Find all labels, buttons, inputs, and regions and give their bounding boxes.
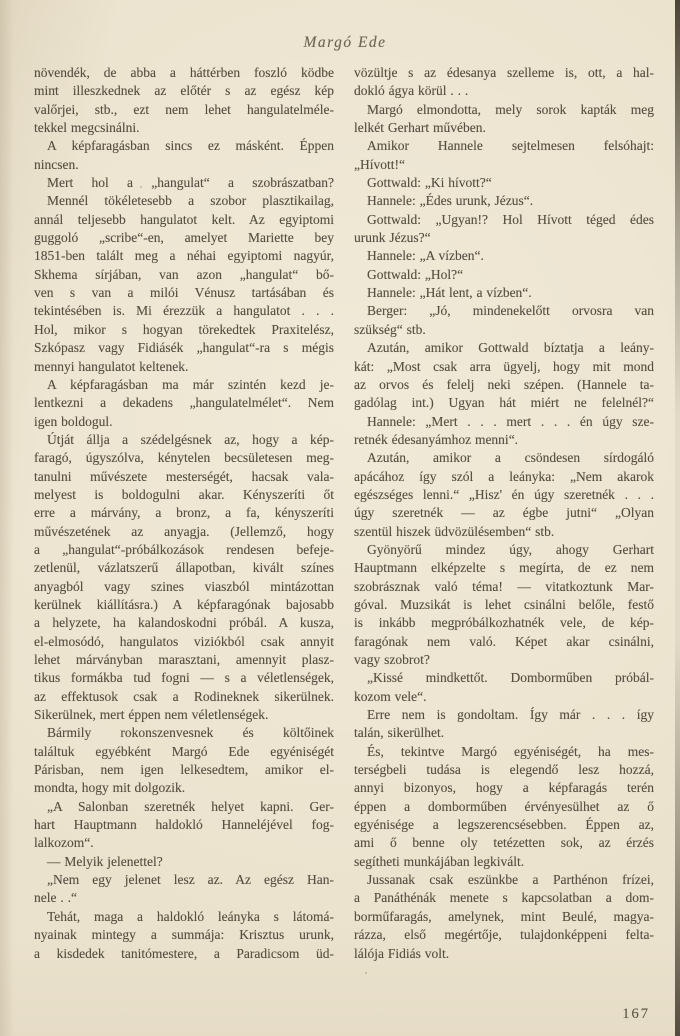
text-line: Gottwald: „Hol?“ <box>367 266 464 282</box>
text-line: talán, sikerülhet. <box>354 725 445 741</box>
text-line: a helyzete, ha kalandoskodni próbál. A kusza, <box>34 615 334 631</box>
text-line: Erre nem is gondoltam. Így már . . . így <box>367 707 654 723</box>
text-line: is inkább megpróbálkozhatnék vele, de kép- <box>354 615 654 631</box>
text-line: egyénisége a legszerencsésebben. Éppen az, <box>354 817 654 833</box>
text-line: urunk Jézus?“ <box>354 230 431 246</box>
text-line: tanulni művészete mesterségét, hacsak vala- <box>34 468 334 484</box>
text-line: És, tekintve Margó egyéniségét, ha mes- <box>367 743 654 759</box>
scan-speck <box>365 972 367 974</box>
text-line: apácához így szól a leányka: „Nem akarok <box>354 468 654 484</box>
text-line: lehet márványban marasztani, amennyit plasz- <box>34 652 334 667</box>
text-line: Jussanak csak eszünkbe a Parthénon frízei, <box>367 872 654 888</box>
text-line: Hannele: „Édes urunk, Jézus“. <box>367 193 534 209</box>
text-line: szükség“ stb. <box>354 321 426 337</box>
text-line: az orvos és felelj neki szépen. (Hannele ta- <box>354 376 654 392</box>
text-line: ven s van a milói Vénusz tartásában és <box>34 285 334 301</box>
text-line: góval. Muzsikát is lehet csinálni belőle, festő <box>354 596 654 612</box>
text-line: A képfaragásban ma már szintén kezd je- <box>47 376 334 392</box>
text-line: nele . .“ <box>34 890 77 906</box>
page-right-edge-shadow <box>675 0 680 1036</box>
text-line: „Hívott!“ <box>354 156 405 172</box>
text-line: Bármily rokonszenvesnek és költőinek <box>47 725 334 741</box>
text-line: annyi bizonyos, hogy a képfaragás terén <box>354 780 654 796</box>
text-line: Azután, amikor a csöndesen sírdogáló <box>367 450 654 466</box>
text-line: el-elmosódó, hangulatos viziókból csak annyit <box>34 633 334 649</box>
text-line: faragónak nem való. Képet akar csinálni, <box>354 633 654 649</box>
text-line: Skhema sírjában, van azon „hangulat“ bő- <box>34 266 334 282</box>
text-line: Tehát, maga a haldokló leányka s látomá- <box>47 908 334 924</box>
text-line: anyagból vagy szines viaszból mintázottan <box>34 578 334 594</box>
text-line: lálója Fidiás volt. <box>354 945 450 961</box>
text-line: segítheti munkájában legkivált. <box>354 853 525 869</box>
text-line: Amikor Hannele sejtelmesen felsóhajt: <box>367 138 654 154</box>
text-columns <box>34 64 654 963</box>
text-line: tikus formákba tud fogni — s a véletlenségek, <box>34 670 334 686</box>
page-number: 167 <box>622 1006 650 1022</box>
text-line: igen boldogul. <box>34 413 113 429</box>
text-line: guggoló „scribe“-en, amelyet Mariette bey <box>34 230 334 246</box>
text-line: a Panáthénák menete s kapcsolatban a dom- <box>354 890 654 906</box>
text-line: az effektusok csak a Rodineknek sikerülnek. <box>34 688 334 704</box>
text-line: mennyi hangulatot keltenek. <box>34 358 189 374</box>
text-line: „Kissé mindkettőt. Domborműben próbál- <box>367 670 654 686</box>
text-line: kát: „Most csak arra ügyelj, hogy mit mond <box>354 358 654 374</box>
text-column-left <box>34 64 334 963</box>
text-line: lalkozom“. <box>34 835 94 851</box>
text-line: gadólag int.) Ugyan hát miért ne felelnél?“ <box>354 395 654 411</box>
text-line: Útját állja a szédelgésnek az, hogy a kép- <box>47 431 334 447</box>
text-line: Azután, amikor Gottwald bíztatja a leány- <box>367 340 654 356</box>
text-line: annál teljesebb hangulatot kelt. Az egyiptomi <box>34 211 334 227</box>
text-line: a kisdedek tanitómestere, a Paradicsom üd- <box>34 945 334 961</box>
text-line: Hannele: „Mert . . . mert . . . én úgy sze- <box>367 413 654 429</box>
text-line: „A Salonban szeretnék helyet kapni. Ger- <box>47 798 334 814</box>
text-line: hart Hauptmann haldokló Hanneléjével fog- <box>34 817 334 833</box>
text-line: Szkópasz vagy Fidiásék „hangulat“-ra s mégis <box>34 340 334 356</box>
text-line: Gottwald: „Ki hívott?“ <box>367 175 492 191</box>
text-line: Hauptmann elképzelte s megírta, de ez nem <box>354 560 654 576</box>
text-line: találtuk egyébként Margó Ede egyéniségét <box>34 743 334 759</box>
text-line: Mennél tökéletesebb a szobor plasztikailag, <box>47 193 334 209</box>
text-line: 1851-ben talált meg a néhai egyiptomi nagyúr, <box>34 248 334 264</box>
text-line: úgy szeretnék — az égbe jutni“ „Olyan <box>354 505 654 521</box>
running-header: Margó Ede <box>303 34 387 51</box>
text-line: ami ő benne oly tetézetten sok, az érzés <box>354 835 654 851</box>
text-line: melyest is boldogulni akar. Kényszeríti őt <box>34 486 334 502</box>
text-line: Gyönyörű mindez úgy, ahogy Gerhart <box>367 541 654 557</box>
text-line: Hannele: „A vízben“. <box>367 248 484 264</box>
text-line: valőrjei, stb., ezt nem lehet hangulatelméle- <box>34 101 334 117</box>
text-line: éppen a domborműben érvényesülhet az ő <box>354 798 654 814</box>
text-line: retnék édesanyámhoz menni“. <box>354 431 519 447</box>
text-line: vagy szobrot? <box>354 652 430 667</box>
text-line: borműfaragás, amelynek, mint Beulé, magya- <box>354 908 654 924</box>
text-line: lelkét Gerhart művében. <box>354 120 486 136</box>
text-column-right <box>354 64 654 963</box>
text-line: A képfaragásban sincs ez másként. Éppen <box>47 138 334 154</box>
text-line: „Nem egy jelenet lesz az. Az egész Han- <box>47 872 334 888</box>
text-line: rázza, első megértője, tulajdonképpeni felta- <box>354 927 654 943</box>
text-line: Mert hol a „hangulat“ a szobrászatban? <box>47 175 334 191</box>
text-line: szentül hiszek üdvözülésemben“ stb. <box>354 523 555 539</box>
text-line: Párisban, nem igen lelkesedtem, amikor el- <box>34 762 334 778</box>
text-line: Hannele: „Hát lent, a vízben“. <box>367 285 532 301</box>
text-line: Margó elmondotta, mely sorok kapták meg <box>367 101 654 117</box>
text-line: zetlenül, vázlatszerű állapotban, kivált színes <box>34 560 334 576</box>
text-line: mondta, hogy mit dolgozik. <box>34 780 186 796</box>
text-line: lentkezni a dekadens „hangulatelmélet“. Nem <box>34 395 334 411</box>
text-line: növendék, de abba a háttérben foszló ködbe <box>34 65 334 80</box>
text-line: szobrásznak való téma! — vitatkoztunk Mar- <box>354 578 654 594</box>
text-line: dokló ágya körül . . . <box>354 83 469 99</box>
text-line: a „hangulat“-próbálkozások rendesen befeje- <box>34 541 334 557</box>
text-line: terségbeli tudása is elegendő lesz hozzá, <box>354 762 654 778</box>
text-line: nincsen. <box>34 156 79 172</box>
text-line: tekintésében is. Mi érezzük a hangulatot . . . <box>34 303 334 319</box>
text-line: Gottwald: „Ugyan!? Hol Hívott téged édes <box>367 211 654 227</box>
text-line: egészséges lenni.“ „Hisz' én úgy szeretnék . . . <box>354 486 654 502</box>
text-line: erre a márvány, a bronz, a fa, kényszeríti <box>34 505 334 521</box>
text-line: mint illeszkednek az előtér s az egész kép <box>34 83 334 99</box>
text-line: vözültje s az édesanya szelleme is, ott, a hal- <box>354 65 654 80</box>
text-line: kozom vele“. <box>354 688 427 704</box>
text-line: művészetének az anyagja. (Jellemző, hogy <box>34 523 334 539</box>
text-line: Sikerülnek, mert éppen nem véletlenségek. <box>34 707 269 723</box>
text-line: kerülnek kiállításra.) A képfaragónak bajosabb <box>34 596 334 612</box>
text-line: — Melyik jelenettel? <box>47 853 163 869</box>
text-line: faragó, úgyszólva, kénytelen becsületesen meg- <box>34 450 334 466</box>
page-left-edge-shadow <box>0 0 14 1036</box>
text-line: Hol, mikor s hogyan törekedtek Praxitelész, <box>34 321 334 337</box>
text-line: Berger: „Jó, mindenekelőtt orvosra van <box>367 303 654 319</box>
text-line: tekkel megcsinálni. <box>34 120 140 136</box>
text-line: nyainak mintegy a summája: Krisztus urunk, <box>34 927 334 943</box>
